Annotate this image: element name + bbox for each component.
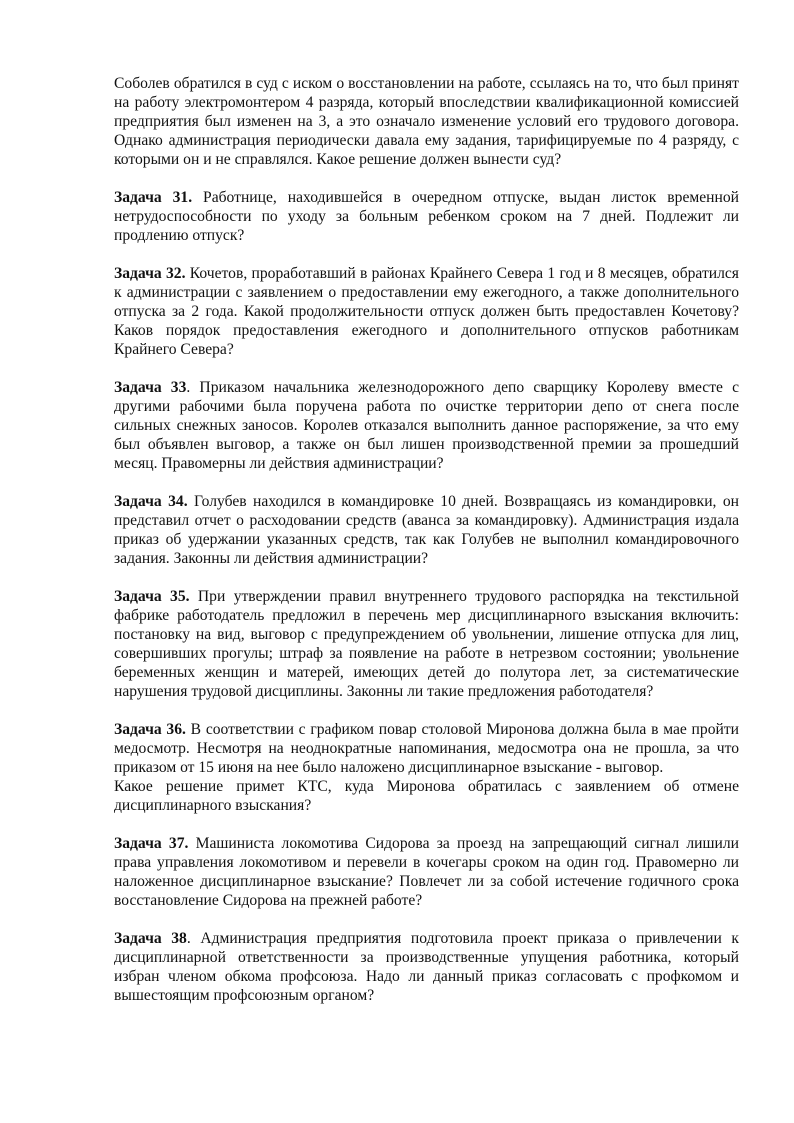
task-31 (114, 188, 739, 245)
task-36 (114, 720, 739, 815)
task-37-title: Задача 37. (114, 835, 189, 852)
task-35 (114, 587, 739, 701)
task-37 (114, 834, 739, 910)
task-33-title: Задача 33 (114, 379, 187, 396)
task-36-title: Задача 36. (114, 721, 186, 738)
task-31-text: Работнице, находившейся в очередном отпуске, выдан листок временной нетрудоспособности по уходу за больным ребенком сроком на 7 дней. Подлежит ли продлению отпуск? (114, 189, 739, 244)
task-35-title: Задача 35. (114, 588, 190, 605)
task-31-title: Задача 31. (114, 189, 193, 206)
task-32 (114, 264, 739, 359)
task-32-text: Кочетов, проработавший в районах Крайнего Севера 1 год и 8 месяцев, обратился к администрации с заявлением о предоставлении ему ежегодного, а также дополнительного отпуска за 2 года. Какой продолжительности отпуск должен быть предоставлен Кочетову? Каков порядок предоставления ежегодного и дополнительного отпусков работникам Крайнего Севера? (114, 265, 739, 358)
task-36-question: Какое решение примет КТС, куда Миронова обратилась с заявлением об отмене дисциплинарного взыскания? (114, 778, 739, 814)
task-38 (114, 929, 739, 1005)
task-35-text: При утверждении правил внутреннего трудового распорядка на текстильной фабрике работодатель предложил в перечень мер дисциплинарного взыскания включить: постановку на вид, выговор с предупреждением об увольнении, лишение отпуска для лиц, совершивших прогулы; штраф за появление на работе в нетрезвом состоянии; увольнение беременных женщин и матерей, имеющих детей до полутора лет, за систематические нарушения трудовой дисциплины. Законны ли такие предложения работодателя? (114, 588, 739, 700)
task-38-title: Задача 38 (114, 930, 187, 947)
task-34-text: Голубев находился в командировке 10 дней. Возвращаясь из командировки, он представил отчет о расходовании средств (аванса за командировку). Администрация издала приказ об удержании указанных средств, так как Голубев не выполнил командировочного задания. Законны ли действия администрации? (114, 493, 739, 567)
task-34-title: Задача 34. (114, 493, 188, 510)
task-34 (114, 492, 739, 568)
task-32-title: Задача 32. (114, 265, 186, 282)
task-36-text: В соответствии с графиком повар столовой Миронова должна была в мае пройти медосмотр. Несмотря на неоднократные напоминания, медосмотра она не прошла, за что приказом от 15 июня на нее было наложено дисциплинарное взыскание - выговор. (114, 721, 739, 776)
task-33 (114, 378, 739, 473)
task-33-text: . Приказом начальника железнодорожного депо сварщику Королеву вместе с другими рабочими была поручена работа по очистке территории депо от снега после сильных снежных заносов. Королев отказался выполнить данное распоряжение, за что ему был объявлен выговор, а также он был лишен производственной премии за прошедший месяц. Правомерны ли действия администрации? (114, 379, 739, 472)
document-page (114, 74, 739, 1024)
task-38-text: . Администрация предприятия подготовила проект приказа о привлечении к дисциплинарной ответственности за производственные упущения работника, который избран членом обкома профсоюза. Надо ли данный приказ согласовать с профкомом и вышестоящим профсоюзным органом? (114, 930, 740, 1004)
intro-paragraph: Соболев обратился в суд с иском о восстановлении на работе, ссылаясь на то, что был принят на работу электромонтером 4 разряда, который впоследствии квалификационной комиссией предприятия был изменен на 3, а это означало изменение условий его трудового договора. Однако администрация периодически давала ему задания, тарифицируемые по 4 разряду, с которыми он и не справлялся. Какое решение должен вынести суд? (114, 75, 739, 168)
task-37-text: Машиниста локомотива Сидорова за проезд на запрещающий сигнал лишили права управления локомотивом и перевели в кочегары сроком на один год. Правомерно ли наложенное дисциплинарное взыскание? Повлечет ли за собой истечение годичного срока восстановление Сидорова на прежней работе? (114, 835, 739, 909)
